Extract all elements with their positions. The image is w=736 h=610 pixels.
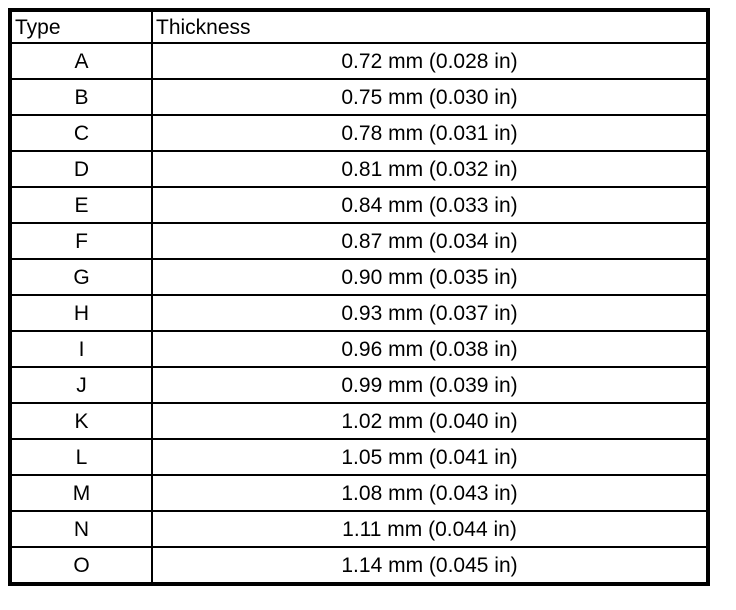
- table-row: [10, 403, 708, 439]
- type-cell: K: [10, 403, 152, 439]
- type-cell: E: [10, 187, 152, 223]
- thickness-cell: 1.14 mm (0.045 in): [152, 547, 708, 584]
- thickness-table: [8, 8, 710, 586]
- table-row: [10, 115, 708, 151]
- thickness-cell: 0.87 mm (0.034 in): [152, 223, 708, 259]
- table-row: [10, 223, 708, 259]
- thickness-cell: 0.84 mm (0.033 in): [152, 187, 708, 223]
- thickness-cell: 0.96 mm (0.038 in): [152, 331, 708, 367]
- table-row: [10, 187, 708, 223]
- column-header-thickness: Thickness: [152, 10, 708, 43]
- table-header-row: [10, 10, 708, 43]
- type-cell: F: [10, 223, 152, 259]
- table-row: [10, 331, 708, 367]
- type-cell: L: [10, 439, 152, 475]
- thickness-cell: 1.08 mm (0.043 in): [152, 475, 708, 511]
- table-row: [10, 511, 708, 547]
- table-row: [10, 475, 708, 511]
- table-row: [10, 439, 708, 475]
- table-row: [10, 151, 708, 187]
- table-row: [10, 367, 708, 403]
- thickness-cell: 0.93 mm (0.037 in): [152, 295, 708, 331]
- thickness-cell: 0.78 mm (0.031 in): [152, 115, 708, 151]
- type-cell: M: [10, 475, 152, 511]
- type-cell: J: [10, 367, 152, 403]
- table-row: [10, 547, 708, 584]
- thickness-cell: 1.11 mm (0.044 in): [152, 511, 708, 547]
- thickness-cell: 0.90 mm (0.035 in): [152, 259, 708, 295]
- column-header-type: Type: [10, 10, 152, 43]
- type-cell: N: [10, 511, 152, 547]
- table-row: [10, 295, 708, 331]
- thickness-cell: 0.72 mm (0.028 in): [152, 43, 708, 79]
- thickness-cell: 0.75 mm (0.030 in): [152, 79, 708, 115]
- type-cell: O: [10, 547, 152, 584]
- type-cell: C: [10, 115, 152, 151]
- type-cell: G: [10, 259, 152, 295]
- table-row: [10, 79, 708, 115]
- thickness-cell: 0.99 mm (0.039 in): [152, 367, 708, 403]
- thickness-cell: 1.02 mm (0.040 in): [152, 403, 708, 439]
- thickness-cell: 1.05 mm (0.041 in): [152, 439, 708, 475]
- type-cell: B: [10, 79, 152, 115]
- table-body: [10, 43, 708, 584]
- table-row: [10, 43, 708, 79]
- thickness-cell: 0.81 mm (0.032 in): [152, 151, 708, 187]
- type-cell: I: [10, 331, 152, 367]
- table-row: [10, 259, 708, 295]
- type-cell: A: [10, 43, 152, 79]
- type-cell: D: [10, 151, 152, 187]
- type-cell: H: [10, 295, 152, 331]
